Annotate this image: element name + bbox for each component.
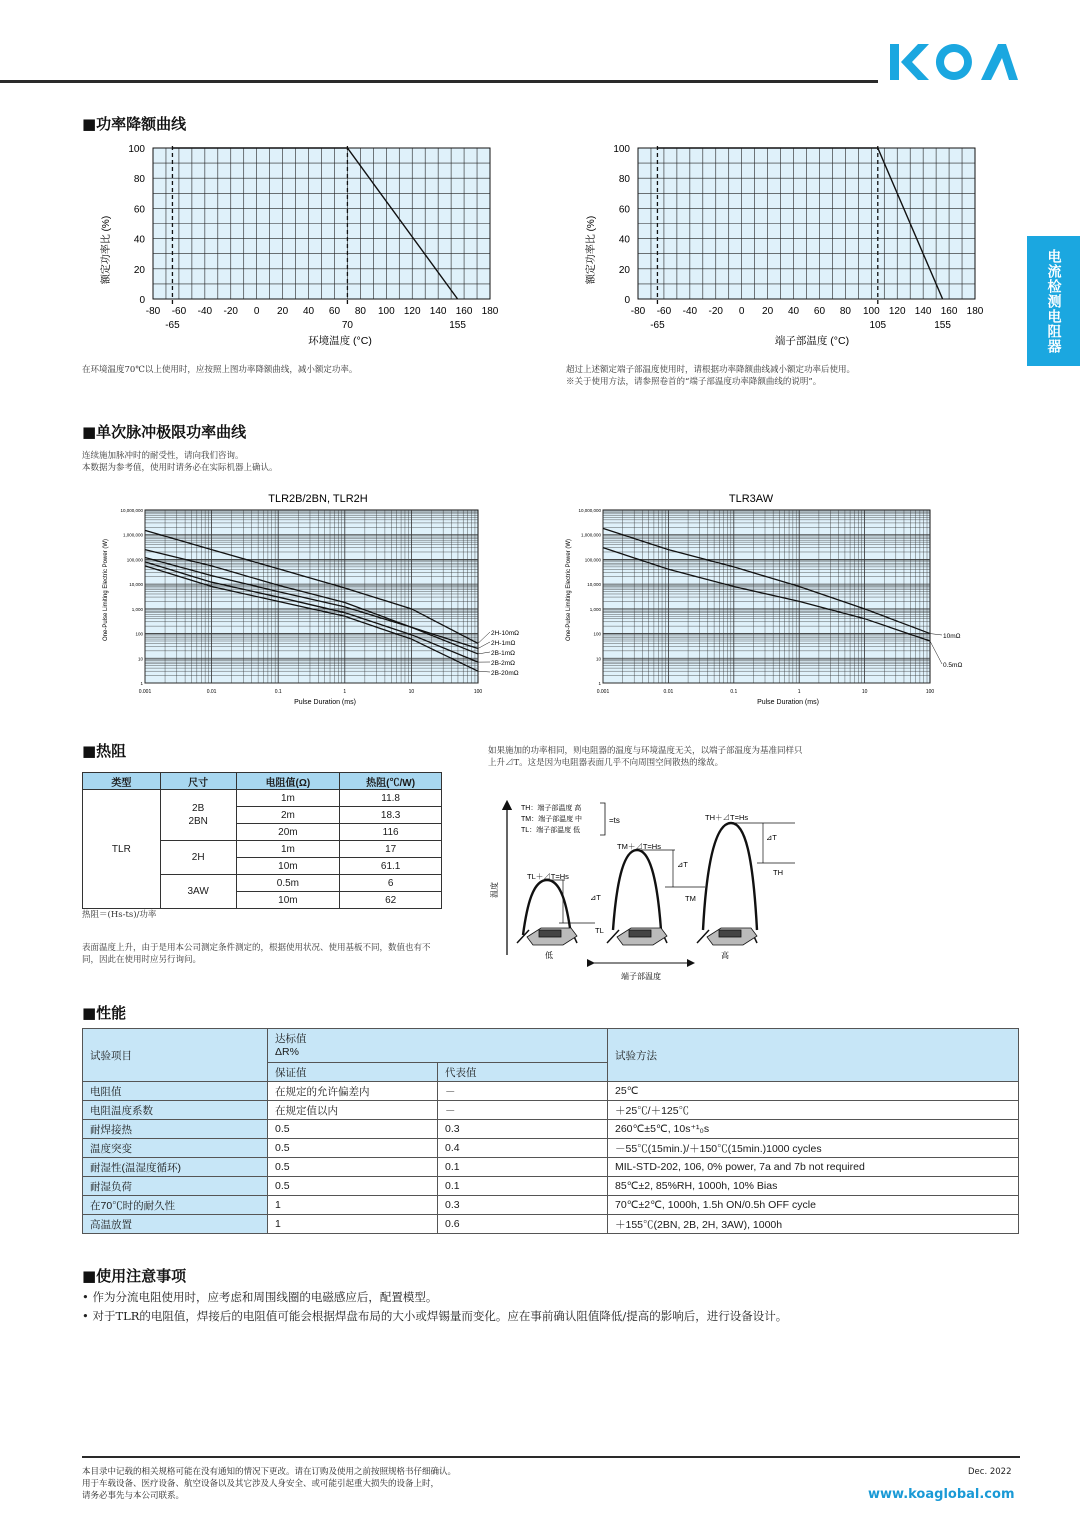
perf-cell-item: 电阻值	[83, 1082, 268, 1101]
perf-cell-method: 85℃±2, 85%RH, 1000h, 10% Bias	[608, 1177, 1019, 1196]
x-tick-label: 60	[813, 306, 826, 317]
y-tick-label: 1	[598, 681, 601, 686]
thermal-res: 1m	[236, 790, 340, 807]
section-title-derating: ■功率降额曲线	[82, 115, 187, 133]
perf-cell-guar: 在规定值以内	[268, 1101, 438, 1120]
usage-item: • 对于TLR的电阻值，焊接后的电阻值可能会根据焊盘布局的大小或焊锡量而变化。应在事前确认阻值降低/提高的影响后，进行设备设计。	[82, 1309, 788, 1323]
x-tick-label: -40	[682, 306, 698, 317]
x-tick-label: 100	[473, 689, 483, 695]
key-temp-label: 155	[449, 320, 466, 331]
perf-header-method: 试验方法	[608, 1029, 1019, 1082]
footer-rule	[82, 1456, 1020, 1458]
pulse-note-1: 连续施加脉冲时的耐受性，请向我们咨询。	[82, 451, 244, 461]
x-tick-label: -20	[708, 306, 723, 317]
x-tick-label: 20	[762, 306, 774, 317]
thermal-val: 116	[340, 824, 442, 841]
y-tick-label: 10,000,000	[120, 508, 143, 513]
perf-cell-item: 温度突变	[83, 1139, 268, 1158]
y-tick-label: 100	[128, 144, 145, 155]
diagram-hs-high: TH＋⊿T=Hs	[705, 813, 749, 822]
derating-chart-left	[95, 138, 525, 356]
perf-row	[83, 1082, 1019, 1101]
pulse-xlabel-right: Pulse Duration (ms)	[757, 699, 819, 706]
y-tick-label: 20	[133, 264, 145, 276]
pulse-note-2: 本数据为参考值，使用时请务必在实际机器上确认。	[82, 463, 278, 473]
perf-cell-typ: 0.3	[438, 1196, 608, 1215]
x-tick-label: 180	[481, 306, 499, 317]
label-leader	[930, 634, 942, 635]
perf-cell-item: 耐湿负荷	[83, 1177, 268, 1196]
y-tick-label: 100,000	[584, 557, 601, 563]
label-leader	[930, 641, 942, 664]
y-tick-label: 0	[139, 295, 145, 306]
x-tick-label: 40	[787, 306, 800, 317]
thermal-size-2h: 2H	[160, 841, 236, 875]
perf-row	[83, 1139, 1019, 1158]
y-tick-label: 10,000	[129, 582, 143, 588]
y-tick-label: 40	[133, 234, 145, 246]
perf-header-guar: 保证值	[268, 1063, 438, 1082]
performance-table	[82, 1028, 1019, 1234]
series-label: 2B-1mΩ	[491, 650, 516, 657]
x-tick-label: 0.01	[206, 689, 217, 695]
perf-cell-item: 耐湿性(温湿度循环)	[83, 1158, 268, 1177]
y-tick-label: 80	[618, 174, 630, 186]
x-tick-label: 100	[377, 306, 395, 317]
x-tick-label: 100	[862, 306, 880, 317]
x-tick-label: 20	[277, 306, 289, 317]
y-tick-label: 1,000,000	[580, 532, 601, 538]
pulse-xlabel-left: Pulse Duration (ms)	[294, 699, 356, 706]
perf-cell-method: MIL-STD-202, 106, 0% power, 7a and 7b not required	[608, 1158, 1019, 1177]
perf-row	[83, 1158, 1019, 1177]
derating-xlabel-right: 端子部温度 (°C)	[774, 335, 850, 347]
thermal-diagram-note: 如果施加的功率相同，则电阻器的温度与环境温度无关，以端子部温度为基准同样只上升⊿T。这是因为电阻器表面几乎不向周围空间散热的缘故。	[488, 746, 803, 768]
x-tick-label: 0.001	[138, 689, 152, 695]
perf-header-typ: 代表值	[438, 1063, 608, 1082]
perf-cell-item: 高温放置	[83, 1215, 268, 1234]
derating-ylabel: 额定功率比 (%)	[101, 215, 112, 285]
footer-date: Dec. 2022	[968, 1467, 1012, 1477]
series-label: 10mΩ	[943, 633, 961, 640]
diagram-low: 低	[545, 951, 553, 960]
y-tick-label: 1,000	[589, 606, 601, 612]
section-title-pulse: ■单次脉冲极限功率曲线	[82, 423, 247, 441]
footer-url[interactable]: www.koaglobal.com	[868, 1487, 1015, 1502]
derating-xlabel: 环境温度 (°C)	[308, 335, 372, 347]
perf-cell-item: 在70℃时的耐久性	[83, 1196, 268, 1215]
x-tick-label: 0	[738, 306, 745, 317]
x-tick-label: -80	[630, 306, 646, 317]
x-tick-label: 160	[940, 306, 958, 317]
thermal-res: 2m	[236, 807, 340, 824]
footer-line-2: 用于车载设备、医疗设备、航空设备以及其它涉及人身安全、或可能引起重大损失的设备上时，	[82, 1479, 440, 1489]
section-title-performance: ■性能	[82, 1004, 127, 1022]
perf-cell-typ: 0.1	[438, 1158, 608, 1177]
perf-cell-guar: 0.5	[268, 1120, 438, 1139]
perf-cell-method: 70℃±2℃, 1000h, 1.5h ON/0.5h OFF cycle	[608, 1196, 1019, 1215]
perf-cell-guar: 0.5	[268, 1158, 438, 1177]
derating-note-left: 在环境温度70℃以上使用时，应按照上图功率降额曲线，减小额定功率。	[82, 365, 358, 375]
thermal-type-cell: TLR	[83, 790, 161, 909]
diagram-xlabel: 端子部温度	[621, 972, 661, 981]
diagram-dt-high: ⊿T	[766, 833, 777, 842]
label-leader	[478, 642, 490, 648]
perf-cell-method: －55℃(15min.)/＋150℃(15min.)1000 cycles	[608, 1139, 1019, 1158]
perf-header-item: 试验项目	[83, 1029, 268, 1082]
x-tick-label: 1	[343, 689, 347, 695]
thermal-res: 10m	[236, 892, 340, 909]
label-leader	[478, 632, 490, 643]
label-leader	[478, 671, 490, 672]
diagram-hs-mid: TM＋⊿T=Hs	[617, 842, 661, 851]
perf-cell-typ: 0.1	[438, 1177, 608, 1196]
pulse-chart-right	[558, 490, 988, 710]
diagram-th: TH	[773, 868, 783, 877]
derating-note-right-2: ※关于使用方法，请参照卷首的“端子部温度功率降额曲线的说明”。	[566, 377, 822, 387]
pulse-ylabel-left: One-Pulse Limiting Electric Power (W)	[103, 538, 109, 642]
y-tick-label: 1,000	[131, 606, 143, 612]
y-tick-label: 40	[618, 234, 630, 246]
footer-line-1: 本目录中记载的相关规格可能在没有通知的情况下更改。请在订购及使用之前按照规格书仔细确认。	[82, 1467, 457, 1477]
y-tick-label: 20	[618, 264, 630, 276]
x-tick-label: 1	[797, 689, 801, 695]
y-tick-label: 100,000	[126, 557, 143, 563]
y-tick-label: 1,000,000	[122, 532, 143, 538]
thermal-val: 6	[340, 875, 442, 892]
y-tick-label: 80	[133, 174, 145, 186]
perf-cell-guar: 0.5	[268, 1139, 438, 1158]
key-temp-label: -65	[650, 320, 665, 331]
key-temp-label: -65	[165, 320, 180, 331]
y-tick-label: 100	[135, 631, 143, 637]
koa-logo	[888, 40, 1020, 84]
y-tick-label: 1	[140, 681, 143, 686]
perf-cell-typ: －	[438, 1082, 608, 1101]
thermal-formula: 热阻＝(Hs-ts)/功率	[82, 910, 157, 920]
thermal-header-size: 尺寸	[160, 773, 236, 790]
pulse-chart-title-right: TLR3AW	[728, 493, 774, 505]
series-label: 2B-20mΩ	[491, 670, 519, 677]
y-tick-label: 10	[137, 656, 143, 662]
perf-cell-item: 电阻温度系数	[83, 1101, 268, 1120]
perf-cell-guar: 0.5	[268, 1177, 438, 1196]
thermal-val: 62	[340, 892, 442, 909]
thermal-res: 10m	[236, 858, 340, 875]
x-tick-label: -80	[145, 306, 161, 317]
x-tick-label: 40	[302, 306, 315, 317]
thermal-diagram	[485, 795, 805, 990]
x-tick-label: 10	[861, 689, 868, 695]
x-tick-label: 60	[328, 306, 341, 317]
x-tick-label: 160	[455, 306, 473, 317]
thermal-val: 61.1	[340, 858, 442, 875]
x-tick-label: 100	[925, 689, 935, 695]
x-tick-label: 0.1	[274, 689, 282, 695]
diagram-legend-tm: TM：端子部温度 中	[521, 816, 583, 823]
series-label: 0.5mΩ	[943, 662, 963, 669]
diagram-legend-tl: TL：端子部温度 低	[521, 827, 581, 834]
x-tick-label: 0.1	[730, 689, 738, 695]
diagram-high: 高	[721, 951, 729, 960]
footer-line-3: 请务必事先与本公司联系。	[82, 1491, 185, 1501]
y-tick-label: 10,000,000	[578, 508, 601, 513]
x-tick-label: 80	[839, 306, 851, 317]
y-tick-label: 60	[618, 204, 630, 216]
perf-cell-guar: 1	[268, 1215, 438, 1234]
perf-cell-method: ＋25℃/＋125℃	[608, 1101, 1019, 1120]
thermal-val: 18.3	[340, 807, 442, 824]
header-rule	[0, 80, 878, 83]
x-tick-label: 0	[253, 306, 260, 317]
diagram-tl: TL	[595, 926, 604, 935]
side-tab-category: 电流检测电阻器	[1027, 236, 1080, 366]
pulse-ylabel-right: One-Pulse Limiting Electric Power (W)	[566, 538, 572, 642]
key-temp-label: 70	[341, 320, 353, 331]
thermal-header-val: 热阻(℃/W)	[340, 773, 442, 790]
thermal-header-type: 类型	[83, 773, 161, 790]
pulse-chart-left	[95, 490, 540, 710]
y-tick-label: 0	[624, 295, 630, 306]
y-tick-label: 10	[595, 656, 601, 662]
thermal-header-res: 电阻值(Ω)	[236, 773, 340, 790]
thermal-res: 20m	[236, 824, 340, 841]
x-tick-label: -40	[197, 306, 213, 317]
series-label: 2H-1mΩ	[491, 640, 516, 647]
perf-row	[83, 1196, 1019, 1215]
x-tick-label: 10	[408, 689, 415, 695]
perf-cell-method: 260℃±5℃, 10s⁺¹₀s	[608, 1120, 1019, 1139]
derating-note-right-1: 超过上述额定端子部温度使用时，请根据功率降额曲线减小额定功率后使用。	[566, 365, 856, 375]
perf-header-std: 达标值 ΔR%	[268, 1029, 608, 1063]
perf-row	[83, 1215, 1019, 1234]
thermal-val: 11.8	[340, 790, 442, 807]
thermal-size-3aw: 3AW	[160, 875, 236, 909]
key-temp-label: 155	[934, 320, 951, 331]
diagram-ts: =ts	[609, 816, 620, 825]
x-tick-label: 120	[888, 306, 906, 317]
thermal-note: 表面温度上升，由于是用本公司测定条件测定的，根据使用状况、使用基板不同，数值也有不同，因此在使用时应另行询问。	[82, 943, 431, 965]
diagram-ylabel: 温度	[490, 882, 499, 898]
series-label: 2H-10mΩ	[491, 630, 519, 637]
perf-cell-guar: 在规定的允许偏差内	[268, 1082, 438, 1101]
perf-cell-guar: 1	[268, 1196, 438, 1215]
perf-cell-typ: －	[438, 1101, 608, 1120]
key-temp-label: 105	[869, 320, 887, 331]
x-tick-label: 0.001	[596, 689, 610, 695]
thermal-size-2b: 2B 2BN	[160, 790, 236, 841]
y-tick-label: 100	[593, 631, 601, 637]
x-tick-label: 140	[429, 306, 447, 317]
perf-cell-item: 耐焊接热	[83, 1120, 268, 1139]
diagram-tm: TM	[685, 894, 696, 903]
perf-cell-method: ＋155℃(2BN, 2B, 2H, 3AW), 1000h	[608, 1215, 1019, 1234]
perf-cell-typ: 0.4	[438, 1139, 608, 1158]
perf-row	[83, 1177, 1019, 1196]
x-tick-label: 140	[914, 306, 932, 317]
y-tick-label: 10,000	[587, 582, 601, 588]
thermal-table	[82, 772, 442, 909]
perf-cell-typ: 0.3	[438, 1120, 608, 1139]
perf-cell-method: 25℃	[608, 1082, 1019, 1101]
diagram-hs-low: TL＋⊿T=Hs	[527, 872, 569, 881]
perf-row	[83, 1120, 1019, 1139]
pulse-chart-title-left: TLR2B/2BN, TLR2H	[268, 493, 368, 505]
diagram-legend-th: TH：端子部温度 高	[521, 805, 582, 812]
x-tick-label: -60	[656, 306, 672, 317]
x-tick-label: 80	[354, 306, 366, 317]
x-tick-label: -20	[223, 306, 238, 317]
series-label: 2B-2mΩ	[491, 660, 516, 667]
section-title-thermal: ■热阻	[82, 742, 127, 760]
diagram-dt-low: ⊿T	[590, 893, 601, 902]
x-tick-label: 0.01	[663, 689, 674, 695]
usage-item: • 作为分流电阻使用时，应考虑和周围线圈的电磁感应后，配置模型。	[82, 1290, 438, 1304]
label-leader	[478, 652, 490, 654]
x-tick-label: -60	[171, 306, 187, 317]
y-tick-label: 100	[613, 144, 630, 155]
diagram-dt-mid: ⊿T	[677, 860, 688, 869]
x-tick-label: 120	[403, 306, 421, 317]
derating-chart-right	[580, 138, 1010, 356]
perf-cell-typ: 0.6	[438, 1215, 608, 1234]
thermal-res: 0.5m	[236, 875, 340, 892]
thermal-res: 1m	[236, 841, 340, 858]
y-tick-label: 60	[133, 204, 145, 216]
perf-row	[83, 1101, 1019, 1120]
x-tick-label: 180	[966, 306, 984, 317]
derating-ylabel-right: 额定功率比 (%)	[586, 215, 597, 285]
section-title-usage: ■使用注意事项	[82, 1267, 187, 1285]
thermal-val: 17	[340, 841, 442, 858]
